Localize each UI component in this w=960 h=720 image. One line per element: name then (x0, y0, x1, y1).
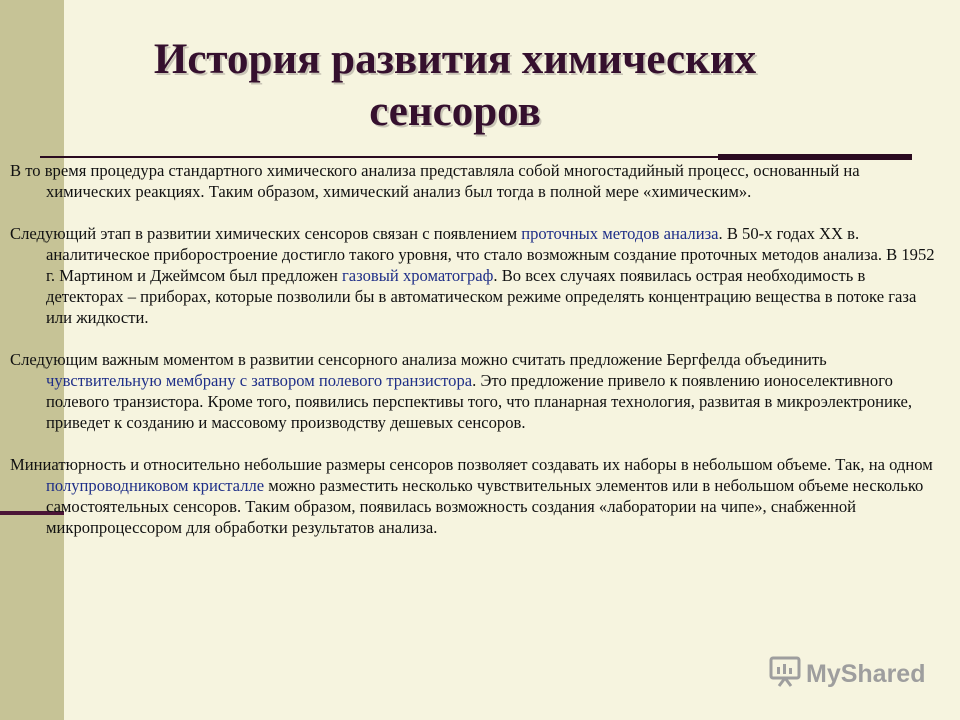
paragraph-3 (10, 349, 935, 433)
paragraph-2-text-1: Следующий этап в развитии химических сенсоров связан с появлением (10, 224, 522, 243)
link-flow-analysis-methods[interactable]: проточных методов анализа (521, 224, 719, 243)
link-sensitive-membrane-fet[interactable]: чувствительную мембрану с затвором полевого транзистора (46, 371, 473, 390)
paragraph-1-text: В то время процедура стандартного химического анализа представляла собой многостадийный процесс, основанный на химических реакциях. Таким образом, химический анализ был тогда в полной мере «химическим». (10, 161, 860, 201)
paragraph-4-text-1: Миниатюрность и относительно небольшие размеры сенсоров позволяет создавать их наборы в небольшом объеме. Так, на одном (10, 455, 933, 474)
link-gas-chromatograph[interactable]: газовый хроматограф (342, 266, 494, 285)
slide-title-line1: История развития химических (153, 36, 757, 83)
paragraph-1 (10, 160, 935, 202)
paragraph-2-text-3: . Во всех случаях появилась острая необходимость в детекторах – приборах, которые позволили бы в автоматическом режиме определять концентрацию вещества в потоке газа или жидкости. (46, 266, 917, 327)
slide-title-line2: сенсоров (369, 88, 541, 135)
presentation-board-icon (768, 655, 806, 694)
watermark-text: MyShared (806, 659, 926, 688)
slide-body (10, 160, 935, 538)
paragraph-2-text-2: . В 50-х годах XX в. аналитическое приборостроение достигло такого уровня, что стало возможным создание проточных методов анализа. В 1952 г. Мартином и Джеймсом был предложен (46, 224, 935, 285)
slide-title (60, 34, 850, 138)
paragraph-4 (10, 454, 935, 538)
link-semiconductor-crystal[interactable]: полупроводниковом кристалле (46, 476, 265, 495)
watermark-logo (768, 656, 925, 692)
paragraph-3-text-2: . Это предложение привело к появлению ионоселективного полевого транзистора. Кроме того, появились перспективы того, что планарная технология, развитая в микроэлектронике, приведет к созданию и массовому производству дешевых сенсоров. (46, 371, 913, 432)
paragraph-4-text-2: можно разместить несколько чувствительных элементов или в небольшом объеме несколько самостоятельных сенсоров. Таким образом, появилась возможность создания «лаборатории на чипе», снабженной микропроцессором для обработки результатов анализа. (46, 476, 924, 537)
paragraph-2 (10, 223, 935, 328)
paragraph-3-text-1: Следующим важным моментом в развитии сенсорного анализа можно считать предложение Бергфелда объединить (10, 350, 827, 369)
